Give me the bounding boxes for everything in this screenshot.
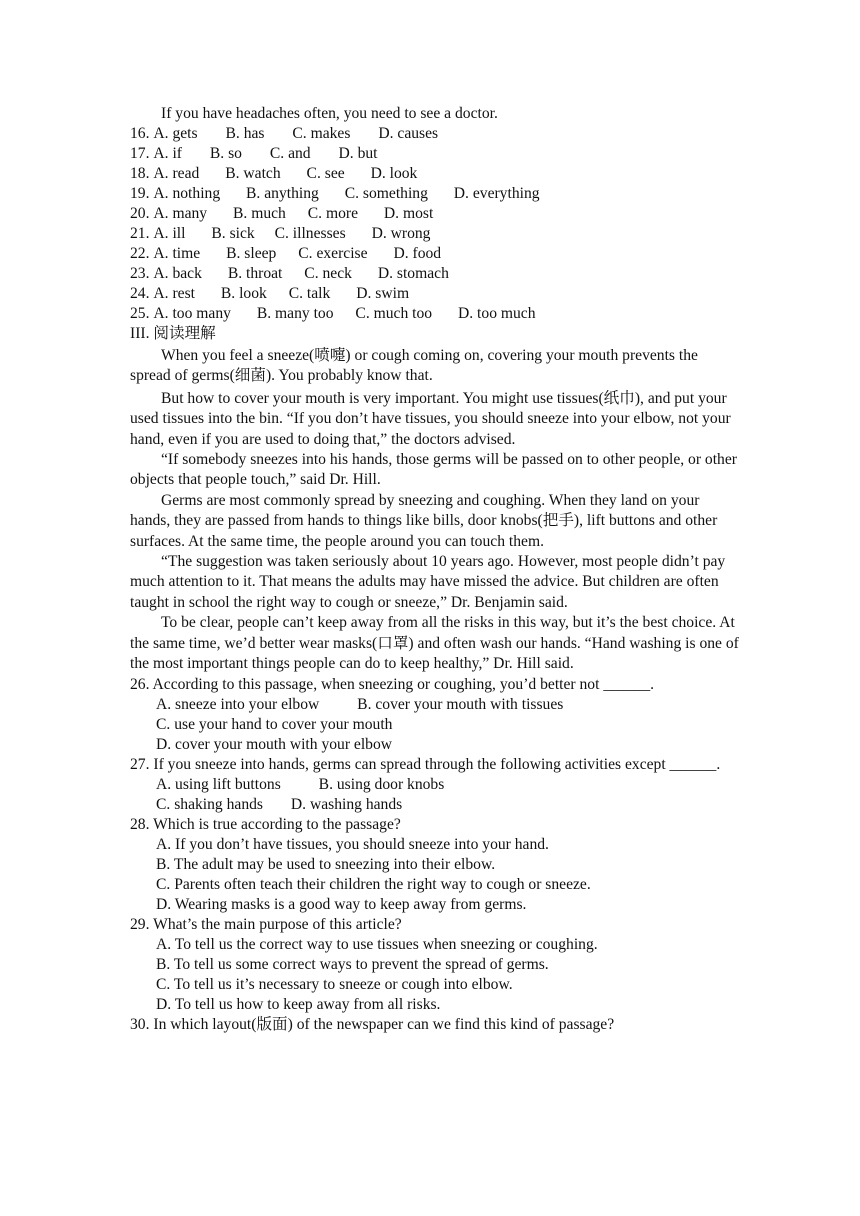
cloze-question [130,204,740,224]
option-d: D. look [370,165,418,182]
cloze-question [130,264,740,284]
option-c: C. Parents often teach their children the right way to cough or sneeze. [156,876,591,894]
document-page [130,104,740,1035]
question-stem: 27. If you sneeze into hands, germs can spread through the following activities except ______. [130,755,721,773]
question-number: 19. [130,185,150,202]
question-29 [130,915,740,1015]
option-c: C. neck [304,265,352,282]
cloze-question [130,244,740,264]
cloze-options-list [130,124,740,324]
option-b: B. The adult may be used to sneezing into their elbow. [156,856,496,874]
option-a: A. sneeze into your elbow [156,695,320,713]
option-d: D. everything [453,185,540,202]
option-b: B. anything [246,185,319,202]
option-b: B. so [209,145,242,162]
option-c: C. something [344,185,428,202]
option-d: D. wrong [371,225,431,242]
option-a: A. if [153,145,182,162]
cloze-question [130,144,740,164]
option-a: A. read [153,165,200,182]
option-c: C. use your hand to cover your mouth [156,715,393,733]
option-b: B. cover your mouth with tissues [357,695,564,713]
question-stem: 28. Which is true according to the passage? [130,816,401,834]
option-c: C. makes [292,125,351,142]
passage-paragraph: Germs are most commonly spread by sneezing and coughing. When they land on your hands, they are passed from hands to things like bills, door knobs(把手), lift buttons and other surfaces. At the same time, the people around you can touch them. [130,491,718,550]
cloze-question [130,224,740,244]
option-a: A. back [153,265,202,282]
question-27 [130,755,740,815]
option-b: B. sleep [226,245,277,262]
question-number: 21. [130,225,150,242]
option-a: A. gets [153,125,198,142]
option-d: D. causes [378,125,439,142]
question-stem: 30. In which layout(版面) of the newspaper can we find this kind of passage? [130,1016,615,1034]
option-a: A. using lift buttons [156,776,281,794]
cloze-question [130,164,740,184]
question-number: 17. [130,145,150,162]
cloze-question [130,284,740,304]
question-number: 20. [130,205,150,222]
option-c: C. exercise [298,245,368,262]
option-b: B. throat [227,265,283,282]
question-number: 22. [130,245,150,262]
cloze-question [130,124,740,144]
question-number: 23. [130,265,150,282]
question-number: 16. [130,125,150,142]
option-b: B. many too [256,305,334,322]
option-a: A. ill [153,225,186,242]
option-c: C. talk [288,285,331,302]
option-c: C. much too [355,305,433,322]
question-26 [130,675,740,755]
question-30 [130,1015,740,1035]
question-stem: 29. What’s the main purpose of this article? [130,916,402,934]
option-c: C. more [307,205,359,222]
option-c: C. illnesses [274,225,346,242]
option-d: D. washing hands [290,796,403,814]
passage-paragraph: But how to cover your mouth is very important. You might use tissues(纸巾), and put your used tissues into the bin. “If you don’t have tissues, you should sneeze into your elbow, not your hand, even if you are used to doing that,” the doctors advised. [130,389,731,448]
option-a: A. If you don’t have tissues, you should sneeze into your hand. [156,836,549,854]
question-28 [130,815,740,915]
option-c: C. and [269,145,311,162]
question-number: 24. [130,285,150,302]
option-d: D. food [393,245,442,262]
reading-passage [130,346,740,675]
reading-questions [130,675,740,1036]
passage-paragraph: To be clear, people can’t keep away from all the risks in this way, but it’s the best choice. At the same time, we’d better wear masks(口罩) and often wash our hands. “Hand washing is one of the most important things people can do to keep healthy,” Dr. Hill said. [130,614,739,673]
option-d: D. cover your mouth with your elbow [156,735,393,753]
passage-paragraph: When you feel a sneeze(喷嚏) or cough coming on, covering your mouth prevents the spread of germs(细菌). You probably know that. [130,347,698,385]
option-a: A. too many [153,305,231,322]
section-title: III. 阅读理解 [130,325,216,342]
option-d: D. most [383,205,434,222]
question-number: 18. [130,165,150,182]
option-d: D. but [338,145,378,162]
option-b: B. sick [211,225,255,242]
option-c: C. see [306,165,345,182]
option-d: D. swim [356,285,410,302]
option-d: D. stomach [377,265,449,282]
option-d: D. too much [458,305,536,322]
question-number: 25. [130,305,150,322]
passage-paragraph: “The suggestion was taken seriously about 10 years ago. However, most people didn’t pay much attention to it. That means the adults may have missed the advice. But children are often taught in school the right way to cough or sneeze,” Dr. Benjamin said. [130,553,726,611]
option-b: B. look [220,285,267,302]
intro-line: If you have headaches often, you need to see a doctor. [161,105,498,122]
option-a: A. time [153,245,201,262]
option-b: B. much [233,205,286,222]
option-a: A. rest [153,285,195,302]
option-d: D. Wearing masks is a good way to keep away from germs. [156,896,527,914]
option-b: B. To tell us some correct ways to prevent the spread of germs. [156,956,549,974]
question-stem: 26. According to this passage, when sneezing or coughing, you’d better not ______. [130,675,655,693]
option-c: C. shaking hands [156,796,263,814]
option-b: B. using door knobs [318,776,445,794]
option-a: A. many [153,205,208,222]
cloze-question [130,184,740,204]
option-c: C. To tell us it’s necessary to sneeze or cough into elbow. [156,976,513,994]
passage-paragraph: “If somebody sneezes into his hands, those germs will be passed on to other people, or other objects that people touch,” said Dr. Hill. [130,451,737,489]
option-b: B. has [225,125,265,142]
option-a: A. nothing [153,185,221,202]
option-d: D. To tell us how to keep away from all risks. [156,996,441,1014]
cloze-question [130,304,740,324]
option-a: A. To tell us the correct way to use tissues when sneezing or coughing. [156,936,598,954]
option-b: B. watch [225,165,281,182]
